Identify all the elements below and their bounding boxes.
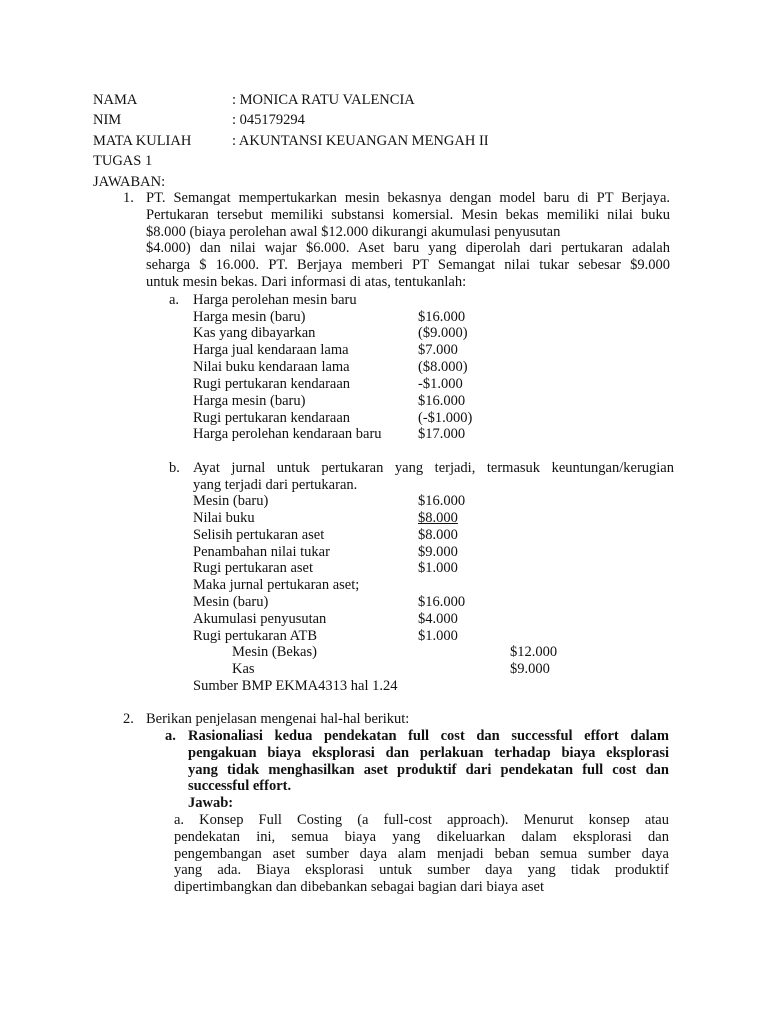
q1a-row-value: $7.000 [418, 342, 458, 358]
q1a-row-value: -$1.000 [418, 376, 463, 392]
q1-line: untuk mesin bekas. Dari informasi di atas, tentukanlah: [146, 273, 467, 290]
q1-paragraph [146, 190, 670, 291]
q2a-answer-line: a. Konsep Full Costing (a full-cost approach). Menurut konsep atau [174, 812, 669, 828]
mata-kuliah-value: : AKUNTANSI KEUANGAN MENGAH II [232, 133, 489, 149]
q1a-row-label: Harga perolehan kendaraan baru [193, 426, 382, 442]
q1b-row-value: $16.000 [418, 493, 466, 509]
q1a-row-label: Nilai buku kendaraan lama [193, 359, 350, 375]
q1b-row-value: $8.000 [418, 527, 458, 543]
q1b-row-value: $1.000 [418, 560, 458, 576]
q1a-mark: a. [169, 292, 180, 308]
q2a-question-line: yang tidak menghasilkan aset produktif dari pendekatan full cost dan [188, 761, 669, 778]
q1b-title-line: Ayat jurnal untuk pertukaran yang terjadi, termasuk keuntungan/kerugian [193, 460, 674, 476]
journal-credit-value: $12.000 [510, 644, 558, 660]
journal-debit-value: $16.000 [418, 594, 466, 610]
q1-line: PT. Semangat mempertukarkan mesin bekasnya dengan model baru di PT Berjaya. [146, 190, 670, 206]
journal-debit-label: Rugi pertukaran ATB [193, 628, 318, 644]
nama-value: : MONICA RATU VALENCIA [232, 92, 415, 108]
journal-debit-label: Akumulasi penyusutan [193, 611, 327, 627]
journal-debit-value: $1.000 [418, 628, 458, 644]
q2a-jawab: Jawab: [188, 795, 234, 811]
q2-intro: Berikan penjelasan mengenai hal-hal berikut: [146, 711, 410, 727]
q1-line: seharga $ 16.000. PT. Berjaya memberi PT Semangat nilai tukar sebesar $9.000 [146, 257, 670, 274]
tugas-label: TUGAS 1 [93, 153, 153, 169]
q1a-row-value: (-$1.000) [418, 410, 473, 426]
journal-credit-value: $9.000 [510, 661, 550, 677]
q2a-question-line: Rasionaliasi kedua pendekatan full cost dan successful effort dalam [188, 728, 669, 744]
q1a-row-label: Kas yang dibayarkan [193, 325, 316, 341]
q1a-row-label: Harga jual kendaraan lama [193, 342, 349, 358]
journal-debit-value: $4.000 [418, 611, 458, 627]
q1-line: $8.000 (biaya perolehan awal $12.000 dikurangi akumulasi penyusutan [146, 223, 561, 240]
q2a-question [188, 728, 669, 795]
nim-label: NIM [93, 112, 122, 128]
q1b-journal-title: Maka jurnal pertukaran aset; [193, 577, 360, 593]
q1b-row-label: Penambahan nilai tukar [193, 544, 330, 560]
q2-number: 2. [123, 711, 134, 727]
q2a-answer-line: pengembangan aset sumber daya alam menjadi beban semua sumber daya [174, 845, 669, 862]
journal-credit-label: Kas [232, 661, 255, 677]
q1a-row-value: $16.000 [418, 309, 466, 325]
q1b-source: Sumber BMP EKMA4313 hal 1.24 [193, 678, 398, 694]
q2a-answer [174, 812, 669, 896]
jawaban-label: JAWABAN: [93, 174, 166, 190]
q1-line: Pertukaran tersebut memiliki substansi komersial. Mesin bekas memiliki nilai buku [146, 206, 670, 223]
q1a-row-value: $17.000 [418, 426, 466, 442]
q1b-title [193, 460, 674, 494]
q1a-row-label: Harga mesin (baru) [193, 309, 306, 325]
q2a-mark: a. [165, 728, 176, 744]
nama-label: NAMA [93, 92, 138, 108]
nim-value: : 045179294 [232, 112, 305, 128]
q2a-answer-line: yang ada. Biaya eksplorasi untuk sumber daya yang tidak produktif [174, 862, 669, 879]
q2a-question-line: successful effort. [188, 778, 292, 795]
q2a-question-line: pengakuan biaya eksplorasi dan perlakuan terhadap biaya eksplorasi [188, 744, 669, 761]
q1a-row-value: $16.000 [418, 393, 466, 409]
q1a-row-value: ($9.000) [418, 325, 468, 341]
q1b-row-label: Rugi pertukaran aset [193, 560, 313, 576]
q1a-row-label: Harga mesin (baru) [193, 393, 306, 409]
q1b-row-label: Mesin (baru) [193, 493, 269, 509]
q1b-row-value: $8.000 [418, 510, 458, 526]
q1a-title: Harga perolehan mesin baru [193, 292, 357, 308]
q1b-row-label: Nilai buku [193, 510, 255, 526]
q1a-row-label: Rugi pertukaran kendaraan [193, 376, 351, 392]
mata-kuliah-label: MATA KULIAH [93, 133, 192, 149]
q1b-title-line: yang terjadi dari pertukaran. [193, 476, 358, 493]
q1b-row-label: Selisih pertukaran aset [193, 527, 325, 543]
q2a-answer-line: dipertimbangkan dan dibebankan sebagai bagian dari biaya aset [174, 879, 545, 896]
q1b-row-value: $9.000 [418, 544, 458, 560]
q1b-mark: b. [169, 460, 180, 476]
q1a-row-label: Rugi pertukaran kendaraan [193, 410, 351, 426]
q2a-answer-line: pendekatan ini, semua biaya yang dikeluarkan dalam eksplorasi dan [174, 828, 669, 845]
journal-debit-label: Mesin (baru) [193, 594, 269, 610]
q1-line: $4.000) dan nilai wajar $6.000. Aset baru yang diperolah dari pertukaran adalah [146, 240, 670, 257]
q1a-row-value: ($8.000) [418, 359, 468, 375]
q1-number: 1. [123, 190, 134, 206]
journal-credit-label: Mesin (Bekas) [232, 644, 317, 660]
